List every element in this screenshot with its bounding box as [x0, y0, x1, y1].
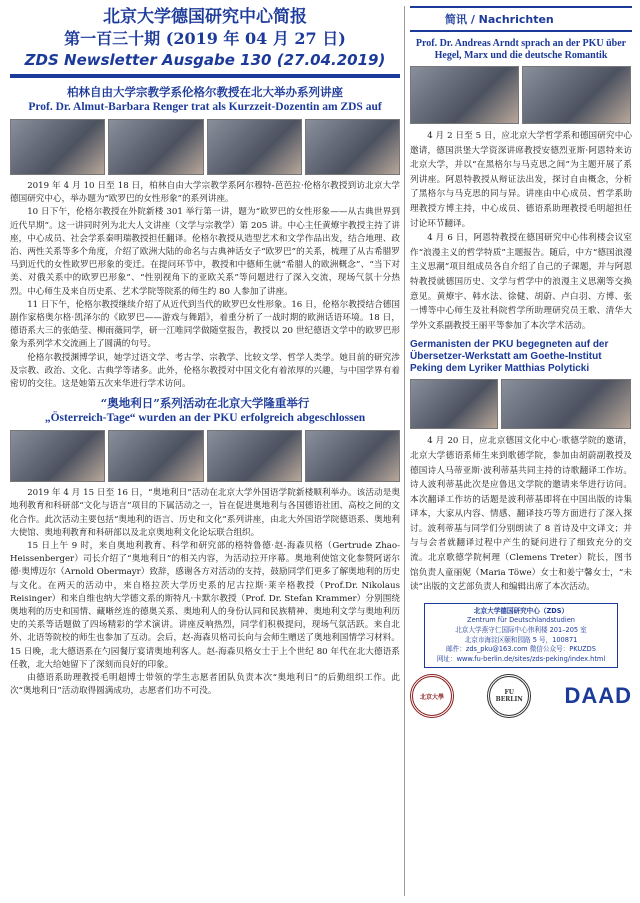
lecture-photo [10, 119, 105, 175]
photo-strip [410, 66, 632, 124]
article-renger [10, 84, 400, 391]
fu-berlin-logo [487, 674, 531, 718]
paragraph: 15 日上午 9 时，来自奥地利教育、科学和研究部的格特鲁德·赵-海森贝格（Gertrude Zhao-Heissenberger）司长介绍了“奥地利日”的相关内容，为活动拉开序幕。奥地利使馆文化参赞阿诺尔德·奥博迈尔（Arnold Obermayr）致辞，感谢各方对活动的支持，鼓励同学们更多了解奥地利的历史与文化。在两天的活动中，来自格拉茨大学历史系的尼古拉斯·莱辛格教授（Prof.Dr. Nikolaus Reisinger）和来自维也纳大学德文系的斯特凡·卡默尔教授（Prof. Dr. Stefan Krammer）分别围绕奥地利的历史和国情、藏晰丝连的德奥关系、奥地利人的身份认同和民族精神、奥地利文学与奥地利历史的关系等话题做了四场精彩的学术演讲。讲座反响热烈，同学们积极提问，现场气氛活跃。来自北外、北语等院校的师生也参加了互动。会后，赵-海森贝格司长向与会师生赠送了奥地利国情学习材料。15 日晚，北大德语系在勺园餐厅宴请奥地利客人。赵-海森贝格女士于上个世纪 80 年代在北大德语系任教，北大给她留下了深刻而良好的印象。 [10, 541, 400, 670]
sidebar [410, 6, 632, 718]
masthead [10, 6, 400, 70]
news-poltycki [410, 339, 632, 595]
masthead-issue: 第一百三十期 (2019 年 04 月 27 日) [64, 29, 346, 48]
lecture-photo [207, 119, 302, 175]
photo-strip [10, 119, 400, 175]
contact-line: 北京大学德国研究中心（ZDS） [473, 606, 569, 615]
news-title: Germanisten der PKU begegneten auf der Übersetzer-Werkstatt am Goethe-Institut Peking dem Lyriker Matthias Polyticki [410, 339, 609, 375]
paragraph: 11 日下午，伦格尔教授继续介绍了从近代到当代的欧罗巴女性形象。16 日，伦格尔教授结合德国剧作家格奥尔格·凯泽尔的《欧罗巴——游戏与舞蹈》，着重分析了一战时期的欧洲话语环境。18 日，德语系大三的张皓莹、柳雨薇同学，研一江唯同学做随堂报告，教授以 20 世纪德语文学中的欧罗巴形象为系列学术交流画上了圆满的句号。 [10, 299, 400, 350]
daad-logo: DAAD [564, 683, 632, 709]
masthead-rule [10, 74, 400, 78]
news-title: Prof. Dr. Andreas Arndt sprach an der PKU über Hegel, Marx und die deutsche Romantik [415, 38, 627, 61]
contact-line[interactable]: 邮件：zds_pku@163.com 微信公众号：PKUZDS [446, 645, 596, 654]
paragraph: 2019 年 4 月 15 日至 16 日，“奥地利日”活动在北京大学外国语学院新楼顺利举办。该活动是奥地利教育和科研部“文化与语言”项目的下属活动之一，旨在促进奥地利与各国德语社团、高校之间的文化合作。此次活动主要包括“奥地利的语言、历史和文化”系列讲座，由北大外国语学院德语系、奥地利大使馆、奥地利教育和科研部以及北京奥地利文化论坛联合组织。 [10, 488, 400, 538]
article-austria [10, 395, 400, 698]
lecture-photo [108, 119, 203, 175]
pku-logo-text: 北京大學 [419, 693, 444, 701]
masthead-issue-de: ZDS Newsletter Ausgabe 130 (27.04.2019) [24, 51, 386, 69]
contact-line: Zentrum für Deutschlandstudien [467, 616, 575, 625]
contact-line: 北京市海淀区颐和园路 5 号，100871 [464, 635, 578, 644]
event-photo [10, 430, 105, 482]
lecture-photo [305, 119, 400, 175]
article-title-cn: “奥地利日”系列活动在北京大学隆重举行 [100, 396, 310, 411]
sidebar-rule [410, 30, 632, 32]
article-title-cn: 柏林自由大学宗教学系伦格尔教授在北大举办系列讲座 [67, 85, 343, 99]
contact-box [424, 603, 618, 669]
photo-strip [10, 430, 400, 482]
article-title-de: Prof. Dr. Almut-Barbara Renger trat als Kurzzeit-Dozentin am ZDS auf [28, 101, 382, 113]
photo-strip [410, 379, 632, 429]
paragraph: 由德语系助理教授毛明超博士带领的学生志愿者团队负责本次“奥地利日”的后勤组织工作。此次“奥地利日”活动取得圆满成功，志愿者们功不可没。 [10, 673, 400, 697]
pku-logo [410, 674, 454, 718]
news-photo [410, 379, 498, 429]
contact-line[interactable]: 网址：www.fu-berlin.de/sites/zds-peking/index.html [436, 654, 606, 663]
column-divider [404, 6, 405, 896]
sidebar-header: 简讯 / Nachrichten [445, 13, 554, 26]
contact-line: 北京大学燕守仁国际中心伟利楼 201–205 室 [455, 626, 587, 635]
masthead-title: 北京大学德国研究中心简报 [103, 7, 307, 27]
main-column [10, 6, 400, 699]
news-photo [501, 379, 631, 429]
paragraph: 4 月 20 日，应北京德国文化中心·歌德学院的邀请，北京大学德语系师生来到歌德学院，参加由胡蔚副教授及德国诗人马蒂亚斯·波利蒂基共同主持的诗歌翻译工作坊。诗人波利蒂基此次是应鲁迅文学院的邀请来华进行访问。本次翻译工作坊的话题是波利蒂基即将在中国出版的诗集译本，大家从内容、情感、翻译技巧等方面进行了深入探讨。波利蒂基与同学们分别朗读了 8 首诗及中文译文；并与与会者就翻译过程中产生的疑问进行了细致充分的交流。北京歌德学院柯理（Clemens Treter）院长，图书馆负责人童丽妮（Maria Töwe）女士和姜宁馨女士，“未读”出版的文艺部负责人和编辑出席了本次活动。 [410, 436, 632, 593]
event-photo [305, 430, 400, 482]
event-photo [207, 430, 302, 482]
logo-row [410, 674, 632, 718]
paragraph: 4 月 6 日，阿恩特教授在德国研究中心伟利楼会议室作“浪漫主义的哲学特质”主题报告。随后，中方“德国浪漫主义思潮”项目组成员各自介绍了自己的子课题，并与阿恩特教授就德国历史、文学与哲学中的浪漫主义思潮等交换意见。黄燎宇、韩水法、徐健、胡蔚、卢白羽、方博、张一博等中心师生及社科院哲学所助理研究员王歌、清华大学外文系副教授王丽平等参加了本次学术活动。 [410, 233, 632, 331]
event-photo [108, 430, 203, 482]
paragraph: 4 月 2 日至 5 日，应北京大学哲学系和德国研究中心邀请，德国洪堡大学资深讲席教授安德烈亚斯·阿恩特来访北京大学，并以“在黑格尔与马克思之间”为主题开展了系列讲座。阿恩特教授从辩证法出发，探讨自由概念，分析了黑格尔与马克思的同与异。讲座由中心成员、哲学系助理教授方博主持，中心成员、德语系助理教授毛明超担任讨论环节翻译。 [410, 131, 632, 229]
article-title-de: „Österreich-Tage“ wurden an der PKU erfolgreich abgeschlossen [44, 412, 366, 425]
fu-logo-text: FU BERLIN [495, 689, 523, 704]
paragraph: 2019 年 4 月 10 日至 18 日，柏林自由大学宗教学系阿尔穆特-芭芭拉·伦格尔教授到访北京大学德国研究中心，举办题为“欧罗巴的女性形象”的系列讲座。 [10, 181, 400, 205]
paragraph: 10 日下午，伦格尔教授在外院新楼 301 举行第一讲，题为“欧罗巴的女性形象——从古典世界到近代早期”。这一讲同时列为北大人文讲座（文学与宗教学）第 205 讲。中心主任黄燎宇教授主持了讲座，中心成员、社会学系秦明瑞教授担任翻译。伦格尔教授从造型艺术和文学作品出发，结合地理、政治、两性关系等多个角度，介绍了欧洲大陆的命名与古典神话女子“欧罗巴”的关系，梳理了从古希腊罗马到近代的女性欧罗巴形象的变迁。在提问环节中，教授和中德师生就“希腊人的欧洲概念”、“当下对美、对俄关系中的欧罗巴形象”、“性别视角下的亚欧关系”等问题进行了深入交流，现场气氛十分热烈。中心师生及来自历史系、艺术学院等院系的师生约 80 人参加了讲座。 [10, 207, 400, 297]
news-photo [410, 66, 519, 124]
news-arndt [410, 38, 632, 333]
news-photo [522, 66, 631, 124]
paragraph: 伦格尔教授渊博学识，她学过语文学、考古学、宗教学、比较文学、哲学人类学。她目前的研究涉及宗教、政治、文化、古典学等诸多。此外，伦格尔教授对中国文化有着浓厚的兴趣，与中国学界有着密切的交往。这是她第五次来华进行学术访问。 [10, 352, 400, 390]
